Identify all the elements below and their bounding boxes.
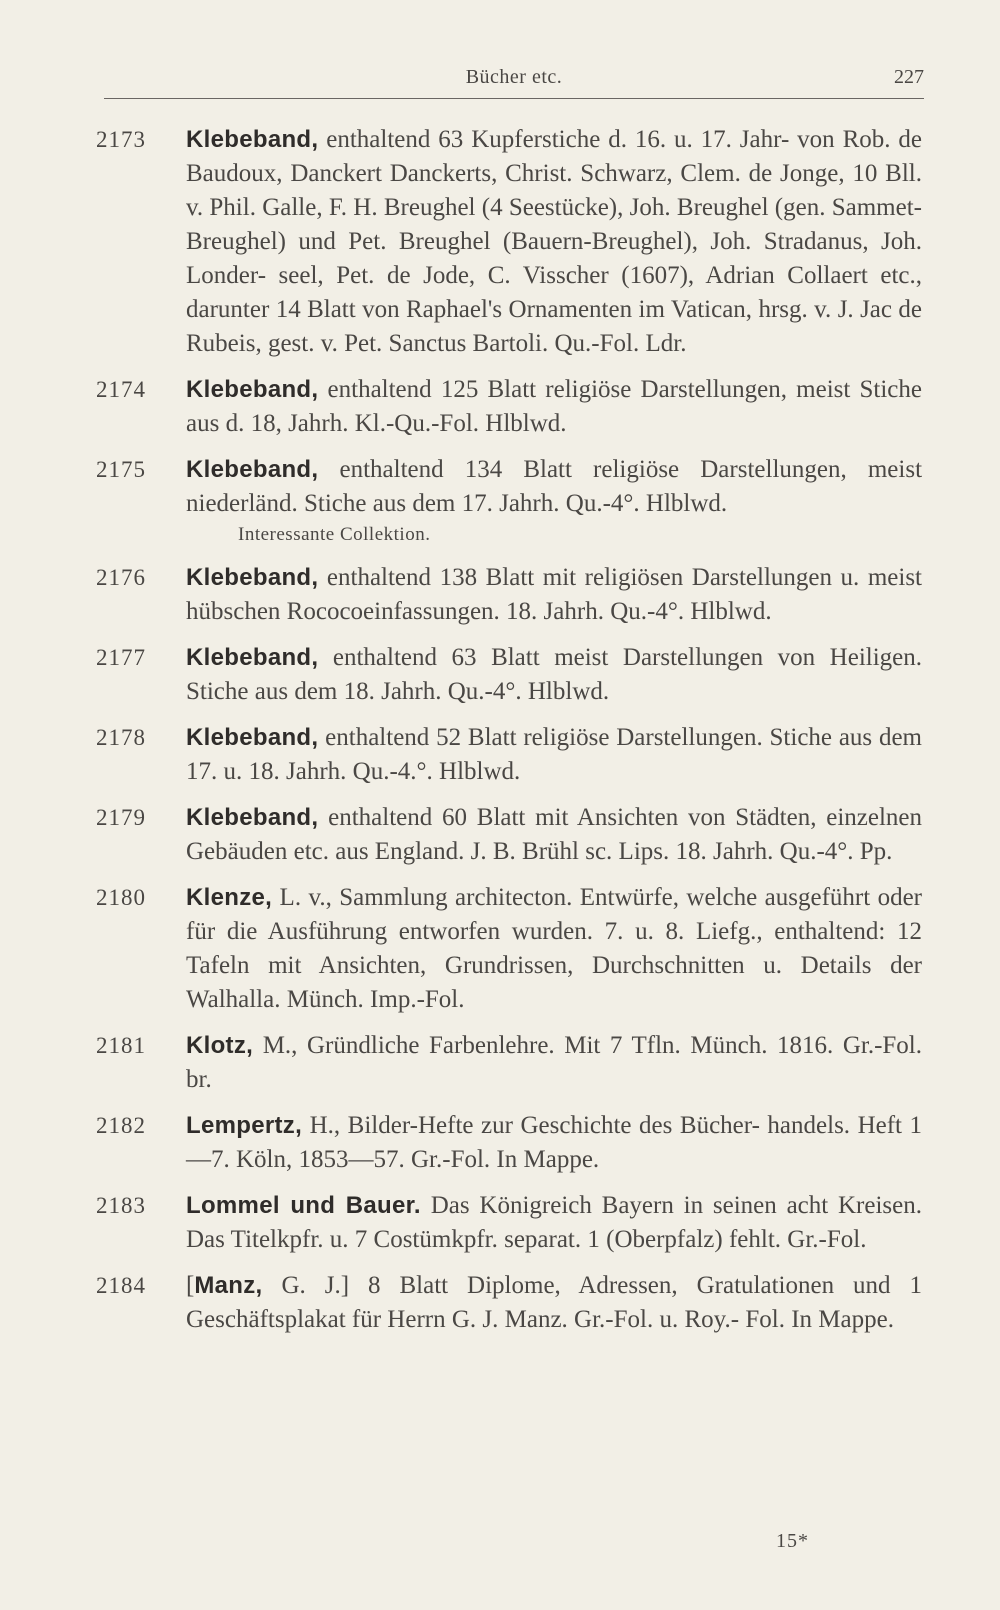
entry-description [186,881,922,1017]
entry-heading: Manz, [194,1272,263,1299]
entry-heading: Lommel und Bauer. [186,1192,421,1219]
entry-description [186,641,922,709]
catalog-entry [0,453,1000,549]
catalog-entry [0,1269,1000,1337]
entry-number: 2179 [96,805,146,830]
entry-number: 2173 [96,127,146,152]
signature-mark: 15* [776,1530,809,1552]
catalog-entry [0,1109,1000,1177]
entry-body: enthaltend 60 Blatt mit Ansichten von Städten, einzelnen Gebäuden etc. aus England. J. B. Brühl sc. Lips. 18. Jahrh. Qu.-4°. Pp. [186,804,923,865]
entry-heading: Klebeband, [186,376,319,403]
entry-heading: Lempertz, [186,1112,303,1139]
entry-body: G. J.] 8 Blatt Diplome, Adressen, Gratulationen und 1 Geschäftsplakat für Herrn G. J. Manz. Gr.-Fol. u. Roy.- Fol. In Mappe. [186,1272,922,1333]
entry-note: Interessante Collektion. [238,524,431,545]
entry-description [186,373,922,441]
catalog-entry [0,123,1000,361]
entry-heading: Klebeband, [186,456,319,483]
entry-number: 2175 [96,457,146,482]
entry-heading: Klotz, [186,1032,254,1059]
entry-description [186,1029,922,1097]
page-number: 227 [894,66,924,88]
catalog-entry [0,801,1000,869]
entry-body: enthaltend 138 Blatt mit religiösen Darstellungen u. meist hübschen Rococoeinfassungen. 18. Jahrh. Qu.-4°. Hlblwd. [186,564,922,625]
catalog-entry [0,373,1000,441]
entry-description [186,1269,922,1337]
entry-number: 2184 [96,1273,146,1298]
entry-number: 2174 [96,377,146,402]
catalog-entry [0,641,1000,709]
entry-body: enthaltend 125 Blatt religiöse Darstellungen, meist Stiche aus d. 18, Jahrh. Kl.-Qu.-Fol. Hlblwd. [186,376,923,437]
catalog-entry [0,561,1000,629]
entry-list [0,123,1000,1349]
catalog-entry [0,881,1000,1017]
entry-description [186,453,922,521]
entry-heading: Klebeband, [186,644,319,671]
catalog-entry [0,1189,1000,1257]
entry-description [186,801,922,869]
entry-description [186,721,922,789]
entry-body: L. v., Sammlung architecton. Entwürfe, welche ausgeführt oder für die Ausführung entworfen wurden. 7. u. 8. Liefg., enthaltend: 12 Tafeln mit Ansichten, Grundrissen, Durchschnitten u. Details der Walhalla. Münch. Imp.-Fol. [186,884,922,1013]
page-header [104,62,924,99]
entry-body: enthaltend 134 Blatt religiöse Darstellungen, meist niederländ. Stiche aus dem 17. Jahrh. Qu.-4°. Hlblwd. [186,456,923,517]
entry-body: enthaltend 63 Blatt meist Darstellungen von Heiligen. Stiche aus dem 18. Jahrh. Qu.-4°. Hlblwd. [186,644,923,705]
entry-number: 2176 [96,565,146,590]
entry-body: H., Bilder-Hefte zur Geschichte des Bücher- handels. Heft 1—7. Köln, 1853—57. Gr.-Fol. In Mappe. [186,1112,923,1173]
entry-number: 2180 [96,885,146,910]
entry-number: 2181 [96,1033,146,1058]
running-title: Bücher etc. [465,66,563,88]
entry-description [186,1109,922,1177]
entry-heading: Klebeband, [186,126,319,153]
entry-heading: Klebeband, [186,724,319,751]
entry-heading: Klenze, [186,884,273,911]
entry-heading: Klebeband, [186,804,319,831]
entry-body: Das Königreich Bayern in seinen acht Kreisen. Das Titelkpfr. u. 7 Costümkpfr. separat. 1 (Oberpfalz) fehlt. Gr.-Fol. [186,1192,923,1253]
entry-body: enthaltend 63 Kupferstiche d. 16. u. 17. Jahr- von Rob. de Baudoux, Danckert Danckerts, Christ. Schwarz, Clem. de Jonge, 10 Bll. v. Phil. Galle, F. H. Breughel (4 Seestücke), Joh. Breughel (gen. Sammet-Breughel) und Pet. Breughel (Bauern-Breughel), Joh. Stradanus, Joh. Londer- seel, Pet. de Jode, C. Visscher (1607), Adrian Collaert etc., darunter 14 Blatt von Raphael's Ornamenten im Vatican, hrsg. v. J. Jac de Rubeis, gest. v. Pet. Sanctus Bartoli. Qu.-Fol. Ldr. [186,126,922,357]
catalog-entry [0,1029,1000,1097]
entry-body: M., Gründliche Farbenlehre. Mit 7 Tfln. Münch. 1816. Gr.-Fol. br. [186,1032,923,1093]
entry-description [186,123,922,361]
catalog-entry [0,721,1000,789]
entry-number: 2182 [96,1113,146,1138]
entry-heading: Klebeband, [186,564,319,591]
entry-bracket: [ [186,1272,195,1299]
entry-number: 2183 [96,1193,146,1218]
entry-body: enthaltend 52 Blatt religiöse Darstellungen. Stiche aus dem 17. u. 18. Jahrh. Qu.-4.°. Hlblwd. [186,724,922,785]
entry-number: 2178 [96,725,146,750]
entry-description [186,1189,922,1257]
entry-description [186,561,922,629]
entry-number: 2177 [96,645,146,670]
